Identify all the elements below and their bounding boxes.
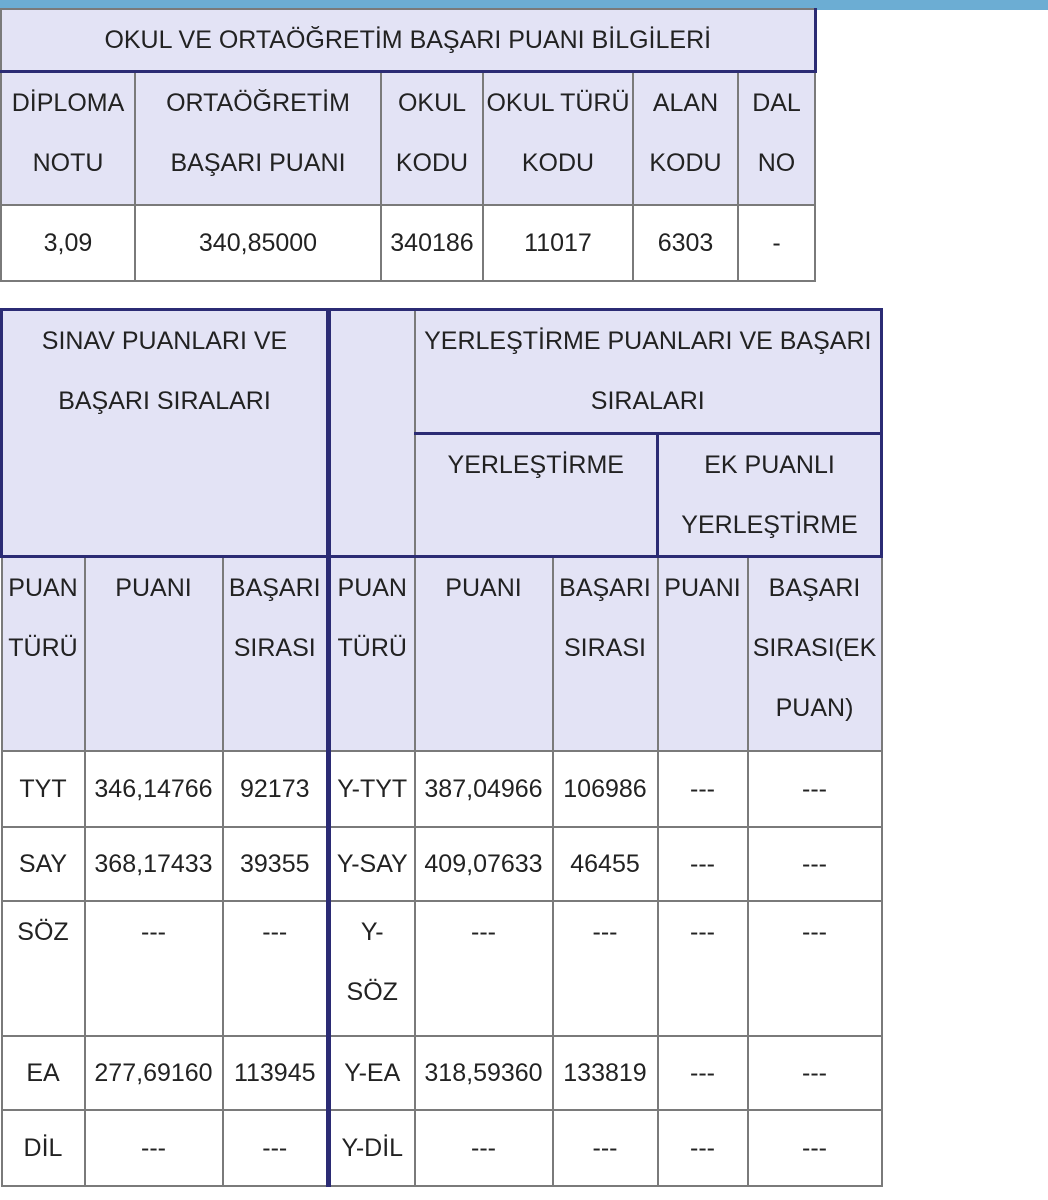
col-ek-basari-sirasi: BAŞARI SIRASI(EK PUAN) xyxy=(748,557,882,751)
row-y-type: Y-SÖZ xyxy=(329,901,415,1036)
value-obp: 340,85000 xyxy=(135,205,381,281)
row-y-rank: 46455 xyxy=(553,827,658,901)
row-rank: 92173 xyxy=(223,751,329,827)
value-okul-turu: 11017 xyxy=(483,205,633,281)
col-y-basari-sirasi: BAŞARI SIRASI xyxy=(553,557,658,751)
row-ek-rank: --- xyxy=(748,751,882,827)
row-score: --- xyxy=(85,1110,223,1186)
exam-group-title: SINAV PUANLARI VE BAŞARI SIRALARI xyxy=(2,310,329,557)
col-puan-turu: PUAN TÜRÜ xyxy=(2,557,85,751)
row-y-score: 409,07633 xyxy=(415,827,553,901)
row-y-rank: --- xyxy=(553,901,658,1036)
row-ek-score: --- xyxy=(658,751,748,827)
value-dal-no: - xyxy=(738,205,815,281)
table-row xyxy=(2,751,882,827)
row-type: EA xyxy=(2,1036,85,1110)
value-alan-kodu: 6303 xyxy=(633,205,738,281)
table-row xyxy=(2,1110,882,1186)
row-ek-rank: --- xyxy=(748,827,882,901)
table-row xyxy=(2,901,882,1036)
value-okul-kodu: 340186 xyxy=(381,205,483,281)
row-type: SAY xyxy=(2,827,85,901)
row-score: 277,69160 xyxy=(85,1036,223,1110)
scores-table xyxy=(0,308,883,1187)
row-ek-score: --- xyxy=(658,827,748,901)
row-y-rank: 106986 xyxy=(553,751,658,827)
row-rank: --- xyxy=(223,901,329,1036)
row-y-type: Y-DİL xyxy=(329,1110,415,1186)
row-y-type: Y-TYT xyxy=(329,751,415,827)
header-alan-kodu: ALAN KODU xyxy=(633,72,738,205)
header-okul-kodu: OKUL KODU xyxy=(381,72,483,205)
row-type: DİL xyxy=(2,1110,85,1186)
empty-group-cell xyxy=(329,310,415,557)
row-y-score: --- xyxy=(415,1110,553,1186)
row-y-score: 318,59360 xyxy=(415,1036,553,1110)
extra-placement-subheader: EK PUANLI YERLEŞTİRME xyxy=(658,434,882,557)
row-ek-rank: --- xyxy=(748,1036,882,1110)
school-info-table xyxy=(0,8,817,282)
row-y-type: Y-EA xyxy=(329,1036,415,1110)
row-y-rank: 133819 xyxy=(553,1036,658,1110)
row-ek-rank: --- xyxy=(748,1110,882,1186)
placement-subheader: YERLEŞTİRME xyxy=(415,434,658,557)
row-y-score: --- xyxy=(415,901,553,1036)
school-info-title: OKUL VE ORTAÖĞRETİM BAŞARI PUANI BİLGİLERİ xyxy=(1,9,815,72)
row-type: TYT xyxy=(2,751,85,827)
col-y-puani: PUANI xyxy=(415,557,553,751)
col-puani: PUANI xyxy=(85,557,223,751)
row-y-rank: --- xyxy=(553,1110,658,1186)
row-score: --- xyxy=(85,901,223,1036)
row-rank: 113945 xyxy=(223,1036,329,1110)
col-ek-puani: PUANI xyxy=(658,557,748,751)
row-y-score: 387,04966 xyxy=(415,751,553,827)
value-diploma: 3,09 xyxy=(1,205,135,281)
header-diploma: DİPLOMA NOTU xyxy=(1,72,135,205)
row-y-type: Y-SAY xyxy=(329,827,415,901)
col-basari-sirasi: BAŞARI SIRASI xyxy=(223,557,329,751)
row-type: SÖZ xyxy=(2,901,85,1036)
row-rank: --- xyxy=(223,1110,329,1186)
header-dal-no: DAL NO xyxy=(738,72,815,205)
row-ek-score: --- xyxy=(658,1036,748,1110)
row-ek-score: --- xyxy=(658,901,748,1036)
row-score: 346,14766 xyxy=(85,751,223,827)
row-ek-rank: --- xyxy=(748,901,882,1036)
placement-group-title: YERLEŞTİRME PUANLARI VE BAŞARI SIRALARI xyxy=(415,310,882,434)
row-ek-score: --- xyxy=(658,1110,748,1186)
table-row xyxy=(2,1036,882,1110)
col-y-puan-turu: PUAN TÜRÜ xyxy=(329,557,415,751)
header-okul-turu: OKUL TÜRÜ KODU xyxy=(483,72,633,205)
row-rank: 39355 xyxy=(223,827,329,901)
table-row xyxy=(2,827,882,901)
header-obp: ORTAÖĞRETİM BAŞARI PUANI xyxy=(135,72,381,205)
row-score: 368,17433 xyxy=(85,827,223,901)
